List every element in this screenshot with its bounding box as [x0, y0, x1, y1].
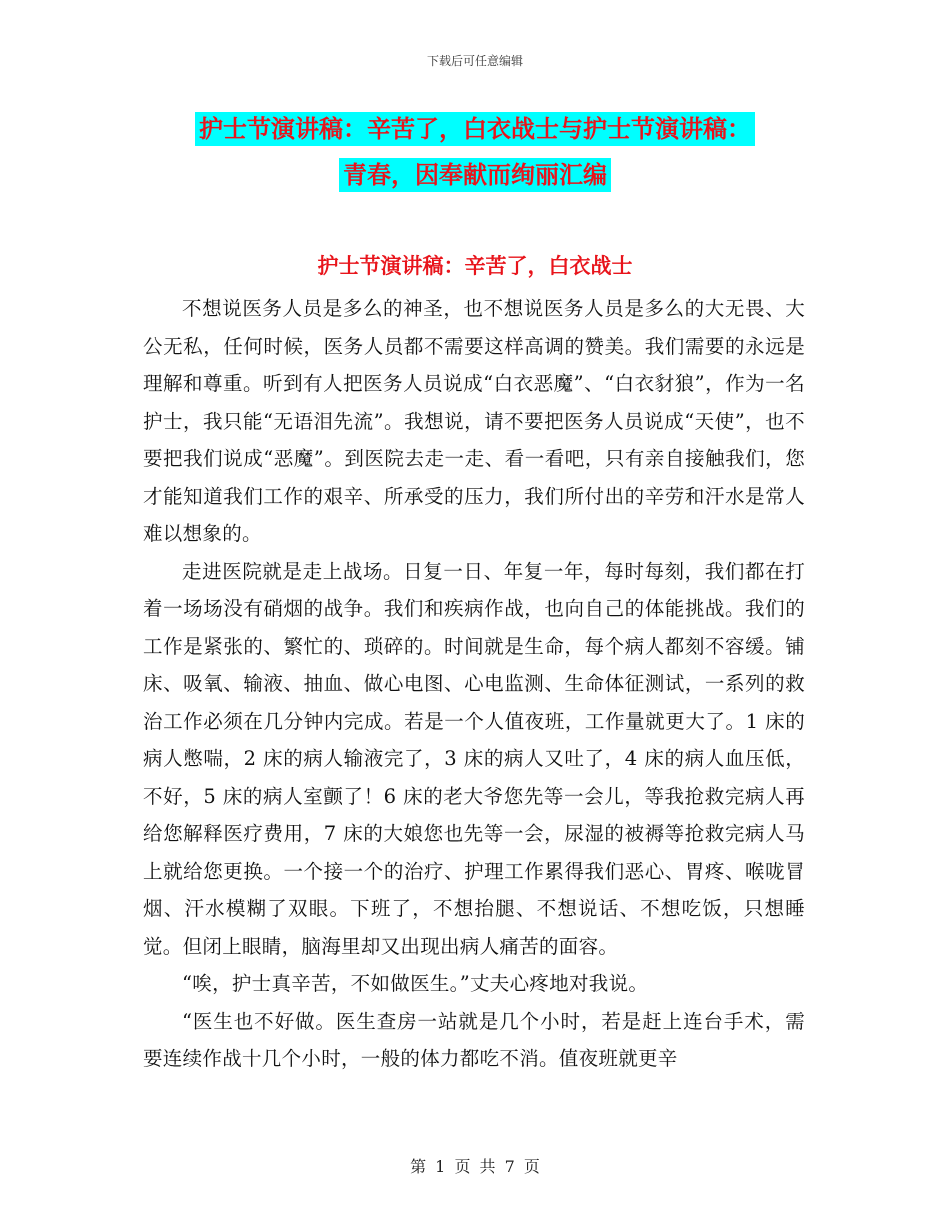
section-title: 护士节演讲稿：辛苦了，白衣战士	[317, 254, 633, 278]
paragraph: 不想说医务人员是多么的神圣，也不想说医务人员是多么的大无畏、大公无私，任何时候，医务人员都不需要这样高调的赞美。我们需要的永远是理解和尊重。听到有人把医务人员说成“白衣恶魔”、“白衣豺狼”，作为一名护士，我只能“无语泪先流”。我想说，请不要把医务人员说成“天使”，也不要把我们说成“恶魔”。到医院去走一走、看一看吧，只有亲自接触我们，您才能知道我们工作的艰辛、所承受的压力，我们所付出的辛劳和汗水是常人难以想象的。	[143, 297, 805, 545]
document-title-line-2: 青春，因奉献而绚丽汇编	[339, 158, 611, 192]
body-text	[143, 290, 805, 1078]
paragraph: “医生也不好做。医生查房一站就是几个小时，若是赶上连台手术，需要连续作战十几个小时，一般的体力都吃不消。值夜班就更辛	[143, 1009, 805, 1070]
document-title-line-1: 护士节演讲稿：辛苦了，白衣战士与护士节演讲稿：	[195, 112, 755, 146]
paragraph: 走进医院就是走上战场。日复一日、年复一年，每时每刻，我们都在打着一场场没有硝烟的战争。我们和疾病作战，也向自己的体能挑战。我们的工作是紧张的、繁忙的、琐碎的。时间就是生命，每个病人都刻不容缓。铺床、吸氧、输液、抽血、做心电图、心电监测、生命体征测试，一系列的救治工作必须在几分钟内完成。若是一个人值夜班，工作量就更大了。1 床的病人憋喘，2 床的病人输液完了，3 床的病人又吐了，4 床的病人血压低，不好，5 床的病人室颤了！6 床的老大爷您先等一会儿，等我抢救完病人再给您解释医疗费用，7 床的大娘您也先等一会，尿湿的被褥等抢救完病人马上就给您更换。一个接一个的治疗、护理工作累得我们恶心、胃疼、喉咙冒烟、汗水模糊了双眼。下班了，不想抬腿、不想说话、不想吃饭，只想睡觉。但闭上眼睛，脑海里却又出现出病人痛苦的面容。	[143, 559, 805, 958]
page-number: 第 1 页 共 7 页	[410, 1157, 540, 1176]
page-header-note: 下载后可任意编辑	[426, 54, 523, 68]
paragraph: “唉，护士真辛苦，不如做医生。”丈夫心疼地对我说。	[182, 972, 649, 995]
document-title	[0, 106, 950, 198]
